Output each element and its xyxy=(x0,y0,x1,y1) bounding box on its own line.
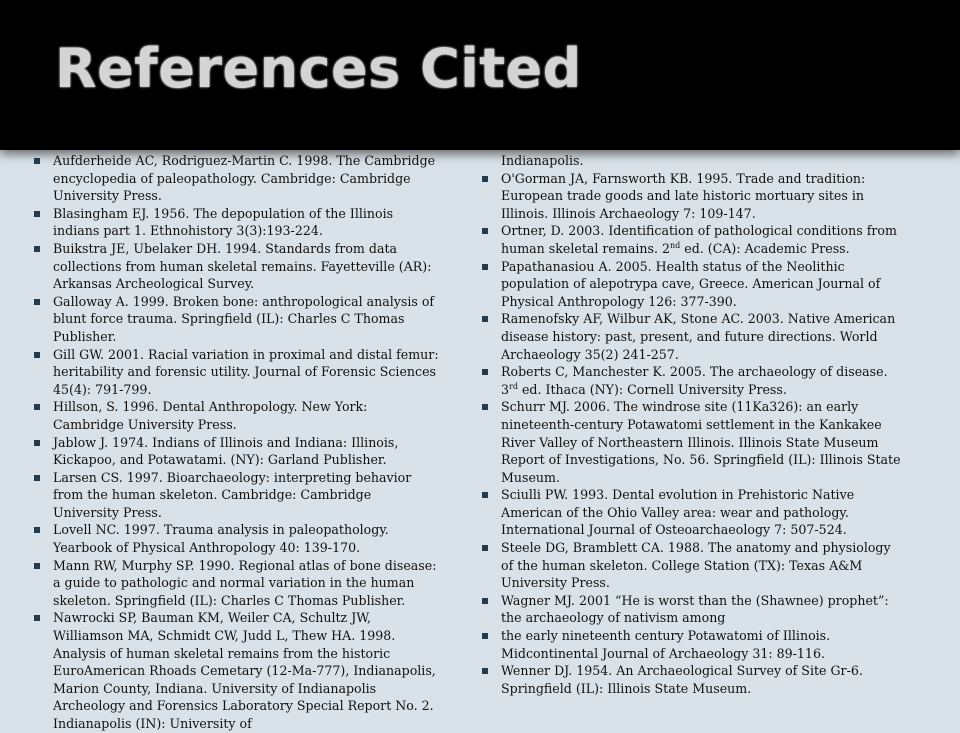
square-bullet-icon xyxy=(34,440,40,446)
reference-item xyxy=(482,363,902,398)
square-bullet-icon xyxy=(482,176,488,182)
square-bullet-icon xyxy=(482,404,488,410)
reference-text: Lovell NC. 1997. Trauma analysis in paleopathology. Yearbook of Physical Anthropology 40: 139-170. xyxy=(53,522,389,556)
square-bullet-icon xyxy=(34,299,40,305)
reference-text: Buikstra JE, Ubelaker DH. 1994. Standards from data collections from human skeletal remains. Fayetteville (AR): Arkansas Archeological Survey. xyxy=(53,240,432,292)
reference-item xyxy=(482,310,902,363)
reference-text: Gill GW. 2001. Racial variation in proximal and distal femur: heritability and forensic utility. Journal of Forensic Sciences 45(4): 791-799. xyxy=(53,346,439,397)
square-bullet-icon xyxy=(482,545,488,551)
reference-item xyxy=(34,293,440,346)
reference-item xyxy=(482,398,902,486)
reference-text: Blasingham EJ. 1956. The depopulation of the Illinois indians part 1. Ethnohistory 3(3):193-224. xyxy=(53,205,394,239)
reference-text: Galloway A. 1999. Broken bone: anthropological analysis of blunt force trauma. Springfield (IL): Charles C Thomas Publisher. xyxy=(53,293,435,344)
reference-item xyxy=(34,521,440,556)
reference-item xyxy=(34,434,440,469)
reference-text: Ramenofsky AF, Wilbur AK, Stone AC. 2003. Native American disease history: past, present, and future directions. World Archaeology 35(2) 241-257. xyxy=(501,311,896,362)
reference-text: Sciulli PW. 1993. Dental evolution in Prehistoric Native American of the Ohio Valley area: wear and pathology. International Journal of Osteoarchaeology 7: 507-524. xyxy=(501,487,855,538)
reference-item xyxy=(482,222,902,257)
reference-text: Papathanasiou A. 2005. Health status of the Neolithic population of alepotrypa cave, Greece. American Journal of Physical Anthropology 126: 377-390. xyxy=(501,258,881,309)
square-bullet-icon xyxy=(34,615,40,621)
reference-text: Hillson, S. 1996. Dental Anthropology. New York: Cambridge University Press. xyxy=(53,399,368,432)
reference-item xyxy=(34,240,440,293)
reference-text: Aufderheide AC, Rodriguez-Martin C. 1998. The Cambridge encyclopedia of paleopathology. Cambridge: Cambridge University Press. xyxy=(53,153,436,204)
square-bullet-icon xyxy=(482,668,488,674)
square-bullet-icon xyxy=(34,475,40,481)
reference-list-right xyxy=(482,170,902,698)
reference-text: O'Gorman JA, Farnsworth KB. 1995. Trade and tradition: European trade goods and late historic mortuary sites in Illinois. Illinois Archaeology 7: 109-147. xyxy=(501,170,866,221)
reference-text: Steele DG, Bramblett CA. 1988. The anatomy and physiology of the human skeleton. College Station (TX): Texas A&M University Press. xyxy=(501,540,891,591)
square-bullet-icon xyxy=(34,246,40,252)
references-right-column xyxy=(482,152,902,697)
reference-item xyxy=(482,662,902,697)
square-bullet-icon xyxy=(34,211,40,217)
reference-text: Nawrocki SP, Bauman KM, Weiler CA, Schultz JW, Williamson MA, Schmidt CW, Judd L, Thew HA. 1998. Analysis of human skeletal remains from the historic EuroAmerican Rhoads Cemetary (12-Ma-777), Indianapolis, Marion County, Indiana. University of Indianapolis Archeology and Forensics Laboratory Special Report No. 2. Indianapolis (IN): University of xyxy=(53,610,436,731)
reference-item xyxy=(482,486,902,539)
reference-text-end: ed. (CA): Academic Press. xyxy=(680,240,850,256)
ordinal-suffix: rd xyxy=(509,381,518,391)
square-bullet-icon xyxy=(482,369,488,375)
square-bullet-icon xyxy=(482,633,488,639)
references-left-column xyxy=(34,152,440,733)
reference-text: Larsen CS. 1997. Bioarchaeology: interpreting behavior from the human skeleton. Cambridge: Cambridge University Press. xyxy=(53,469,412,520)
reference-text: Ortner, D. 2003. Identification of pathological conditions from human skeletal remains. 2 xyxy=(501,223,897,256)
reference-text: Wenner DJ. 1954. An Archaeological Survey of Site Gr-6. Springfield (IL): Illinois State Museum. xyxy=(501,663,863,696)
reference-item xyxy=(34,557,440,610)
reference-continuation: Indianapolis. xyxy=(501,153,584,168)
square-bullet-icon xyxy=(482,492,488,498)
reference-item xyxy=(482,170,902,223)
square-bullet-icon xyxy=(482,228,488,234)
square-bullet-icon xyxy=(482,598,488,604)
square-bullet-icon xyxy=(34,563,40,569)
square-bullet-icon xyxy=(34,352,40,358)
reference-text: Jablow J. 1974. Indians of Illinois and Indiana: Illinois, Kickapoo, and Potawatami. (NY): Garland Publisher. xyxy=(53,434,399,468)
square-bullet-icon xyxy=(34,158,40,164)
reference-text: Wagner MJ. 2001 “He is worst than the (Shawnee) prophet”: the archaeology of nativism among xyxy=(501,592,889,626)
ordinal-suffix: nd xyxy=(669,240,681,250)
reference-item xyxy=(34,205,440,240)
reference-text: Schurr MJ. 2006. The windrose site (11Ka326): an early nineteenth-century Potawatomi settlement in the Kankakee River Valley of Northeastern Illinois. Illinois State Museum Report of Investigations, No. 56. Springfield (IL): Illinois State Museum. xyxy=(501,399,901,485)
square-bullet-icon xyxy=(34,527,40,533)
reference-item xyxy=(482,627,902,662)
square-bullet-icon xyxy=(34,404,40,410)
reference-text: Roberts C, Manchester K. 2005. The archaeology of disease. 3 xyxy=(501,364,888,397)
reference-list-left xyxy=(34,152,440,733)
title-bar xyxy=(0,0,960,150)
reference-item xyxy=(34,609,440,732)
reference-item xyxy=(34,398,440,433)
reference-item xyxy=(482,592,902,627)
square-bullet-icon xyxy=(482,264,488,270)
reference-item xyxy=(34,152,440,205)
reference-item xyxy=(482,539,902,592)
reference-text-end: ed. Ithaca (NY): Cornell University Press. xyxy=(517,381,787,397)
reference-item xyxy=(34,469,440,522)
square-bullet-icon xyxy=(482,316,488,322)
reference-text: the early nineteenth century Potawatomi of Illinois. Midcontinental Journal of Archaeology 31: 89-116. xyxy=(501,628,831,661)
reference-text: Mann RW, Murphy SP. 1990. Regional atlas of bone disease: a guide to pathologic and normal variation in the human skeleton. Springfield (IL): Charles C Thomas Publisher. xyxy=(53,557,437,608)
reference-item xyxy=(34,346,440,399)
reference-item xyxy=(482,258,902,311)
slide-title: References Cited xyxy=(55,37,582,100)
